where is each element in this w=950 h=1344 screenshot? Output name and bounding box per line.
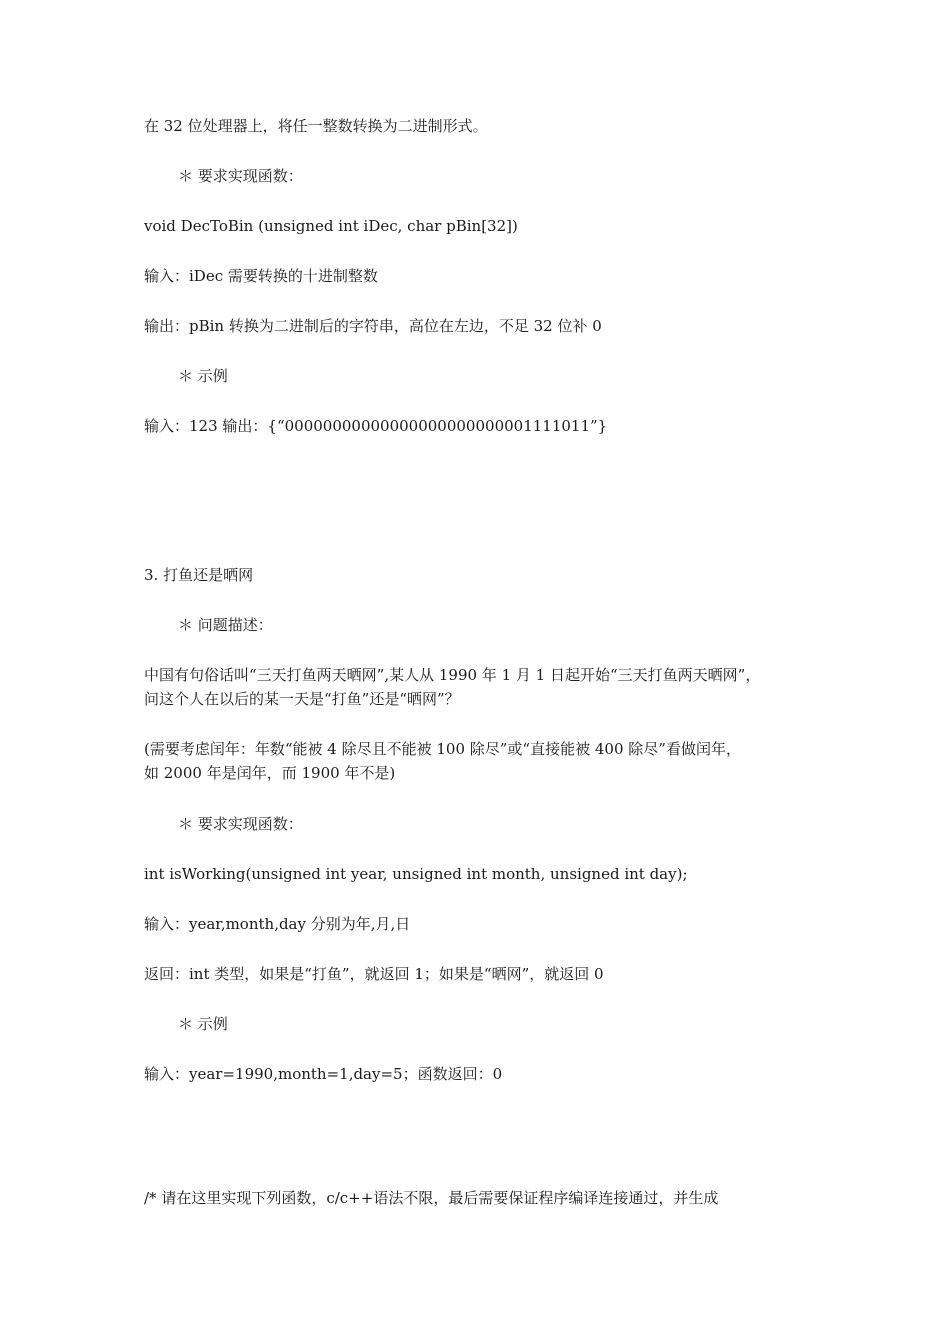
requirement-heading-2: ＊ 要求实现函数：	[178, 815, 303, 833]
input-description-2: 输入：year,month,day 分别为年,月,日	[144, 915, 411, 933]
intro-line: 在 32 位处理器上，将任一整数转换为二进制形式。	[144, 117, 488, 135]
problem-text-line-2: 问这个人在以后的某一天是“打鱼”还是“晒网”？	[144, 690, 460, 708]
example-line-2: 输入：year=1990,month=1,day=5；函数返回：0	[144, 1065, 503, 1083]
leap-year-note-line-1: (需要考虑闰年：年数“能被 4 除尽且不能被 100 除尽”或“直接能被 400 除尽”看做闰年，	[144, 740, 741, 758]
example-heading-2: ＊ 示例	[178, 1015, 228, 1033]
input-description: 输入：iDec 需要转换的十进制整数	[144, 267, 378, 285]
example-heading: ＊ 示例	[178, 367, 228, 385]
output-description: 输出：pBin 转换为二进制后的字符串，高位在左边，不足 32 位补 0	[144, 317, 602, 335]
section-title: 3. 打鱼还是晒网	[144, 566, 254, 584]
problem-text-line-1: 中国有句俗话叫“三天打鱼两天晒网”,某人从 1990 年 1 月 1 日起开始“三天打鱼两天晒网”，	[144, 666, 761, 684]
function-signature: void DecToBin (unsigned int iDec, char pBin[32])	[144, 217, 518, 235]
return-description: 返回：int 类型，如果是“打鱼”，就返回 1；如果是“晒网”，就返回 0	[144, 965, 604, 983]
requirement-heading: ＊ 要求实现函数：	[178, 167, 303, 185]
leap-year-note-line-2: 如 2000 年是闰年，而 1900 年不是)	[144, 764, 396, 782]
function-signature-2: int isWorking(unsigned int year, unsigned int month, unsigned int day);	[144, 865, 688, 883]
problem-heading: ＊ 问题描述：	[178, 616, 273, 634]
example-line: 输入：123 输出：{“00000000000000000000000001111011”}	[144, 417, 608, 435]
code-comment-line: /* 请在这里实现下列函数，c/c++语法不限，最后需要保证程序编译连接通过，并生成	[144, 1189, 719, 1207]
